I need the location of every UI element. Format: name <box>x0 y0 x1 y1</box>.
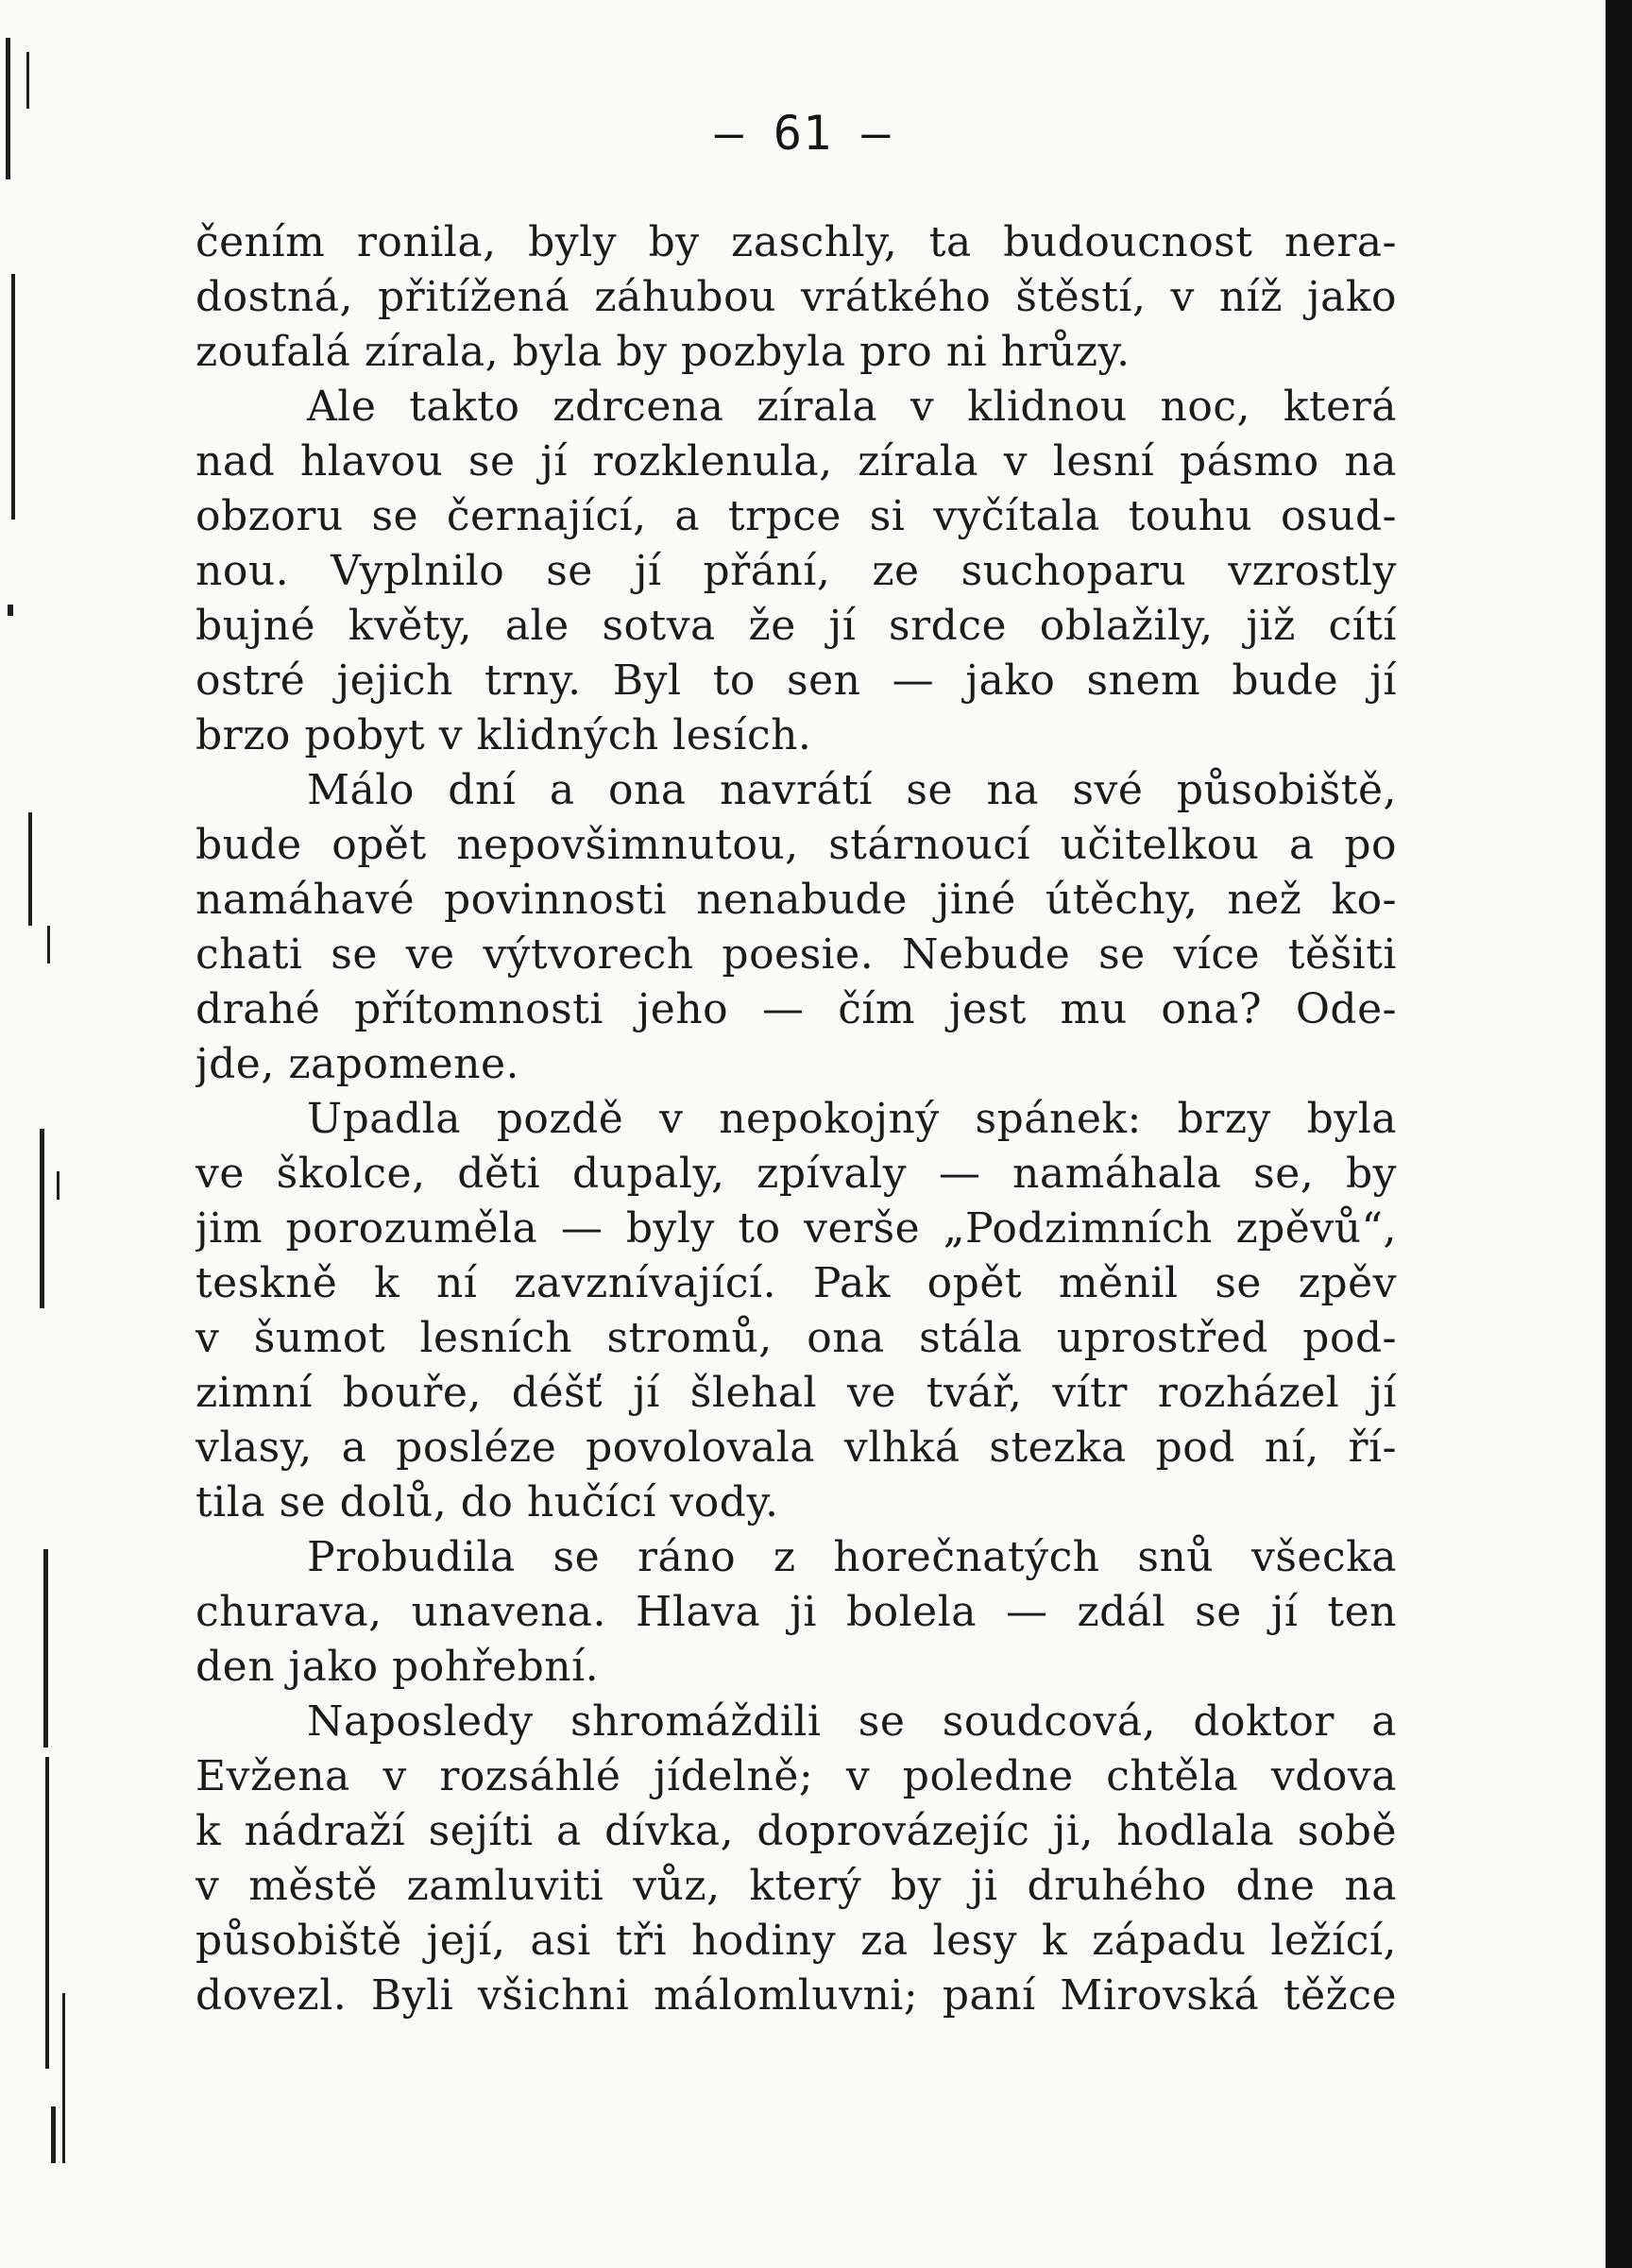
text-line: čením ronila, byly by zaschly, ta budoucnost nera- <box>196 218 1397 266</box>
text-line: Ale takto zdrcena zírala v klidnou noc, která <box>307 383 1397 431</box>
text-line: ostré jejich trny. Byl to sen — jako snem bude jí <box>196 657 1397 705</box>
text-line: Upadla pozdě v nepokojný spánek: brzy byla <box>307 1095 1397 1143</box>
text-line: zimní bouře, déšť jí šlehal ve tvář, vítr rozházel jí <box>196 1369 1397 1417</box>
text-line: chati se ve výtvorech poesie. Nebude se více těšiti <box>196 930 1397 979</box>
text-line: Evžena v rozsáhlé jídelně; v poledne chtěla vdova <box>196 1752 1397 1800</box>
text-line: drahé přítomnosti jeho — čím jest mu ona? Ode- <box>196 985 1397 1033</box>
text-line: namáhavé povinnosti nenabude jiné útěchy, než ko- <box>196 876 1397 924</box>
text-line: Málo dní a ona navrátí se na své působiště, <box>307 766 1397 814</box>
text-line: bujné květy, ale sotva že jí srdce oblažily, již cítí <box>196 602 1397 650</box>
text-line: teskně k ní zavznívající. Pak opět měnil se zpěv <box>196 1259 1397 1307</box>
text-line: nou. Vyplnilo se jí přání, ze suchoparu vzrostly <box>196 547 1397 595</box>
text-line: brzo pobyt v klidných lesích. <box>196 711 812 759</box>
text-line: v městě zamluviti vůz, který by ji druhého dne na <box>196 1862 1397 1910</box>
text-line: jde, zapomene. <box>196 1040 520 1088</box>
text-line: churava, unavena. Hlava ji bolela — zdál se jí ten <box>196 1588 1397 1636</box>
text-line: Probudila se ráno z horečnatých snů všecka <box>307 1533 1397 1581</box>
text-line: tila se dolů, do hučící vody. <box>196 1478 779 1526</box>
text-line: obzoru se černající, a trpce si vyčítala touhu osud- <box>196 492 1397 540</box>
binding-edge <box>0 0 66 2268</box>
body-text <box>196 215 1397 2023</box>
text-line: ve školce, děti dupaly, zpívaly — namáhala se, by <box>196 1150 1397 1198</box>
text-line: dovezl. Byli všichni málomluvni; paní Mirovská těžce <box>196 1971 1397 2020</box>
text-line: působiště její, asi tři hodiny za lesy k západu ležící, <box>196 1917 1397 1965</box>
text-line: jim porozuměla — byly to verše „Podzimních zpěvů“, <box>196 1204 1397 1253</box>
page-number: — 61 — <box>714 106 892 161</box>
page-edge-shadow <box>1606 0 1632 2268</box>
text-line: Naposledy shromáždili se soudcová, doktor a <box>307 1697 1397 1746</box>
text-line: bude opět nepovšimnutou, stárnoucí učitelkou a po <box>196 821 1397 869</box>
text-line: v šumot lesních stromů, ona stála uprostřed pod- <box>196 1314 1397 1362</box>
text-line: nad hlavou se jí rozklenula, zírala v lesní pásmo na <box>196 437 1397 486</box>
text-line: vlasy, a posléze povolovala vlhká stezka pod ní, ří- <box>196 1424 1397 1472</box>
text-line: dostná, přitížená záhubou vrátkého štěstí, v níž jako <box>196 273 1397 321</box>
text-line: zoufalá zírala, byla by pozbyla pro ni hrůzy. <box>196 328 1130 376</box>
text-line: den jako pohřební. <box>196 1643 600 1691</box>
text-line: k nádraží sejíti a dívka, doprovázejíc ji, hodlala sobě <box>196 1807 1397 1855</box>
